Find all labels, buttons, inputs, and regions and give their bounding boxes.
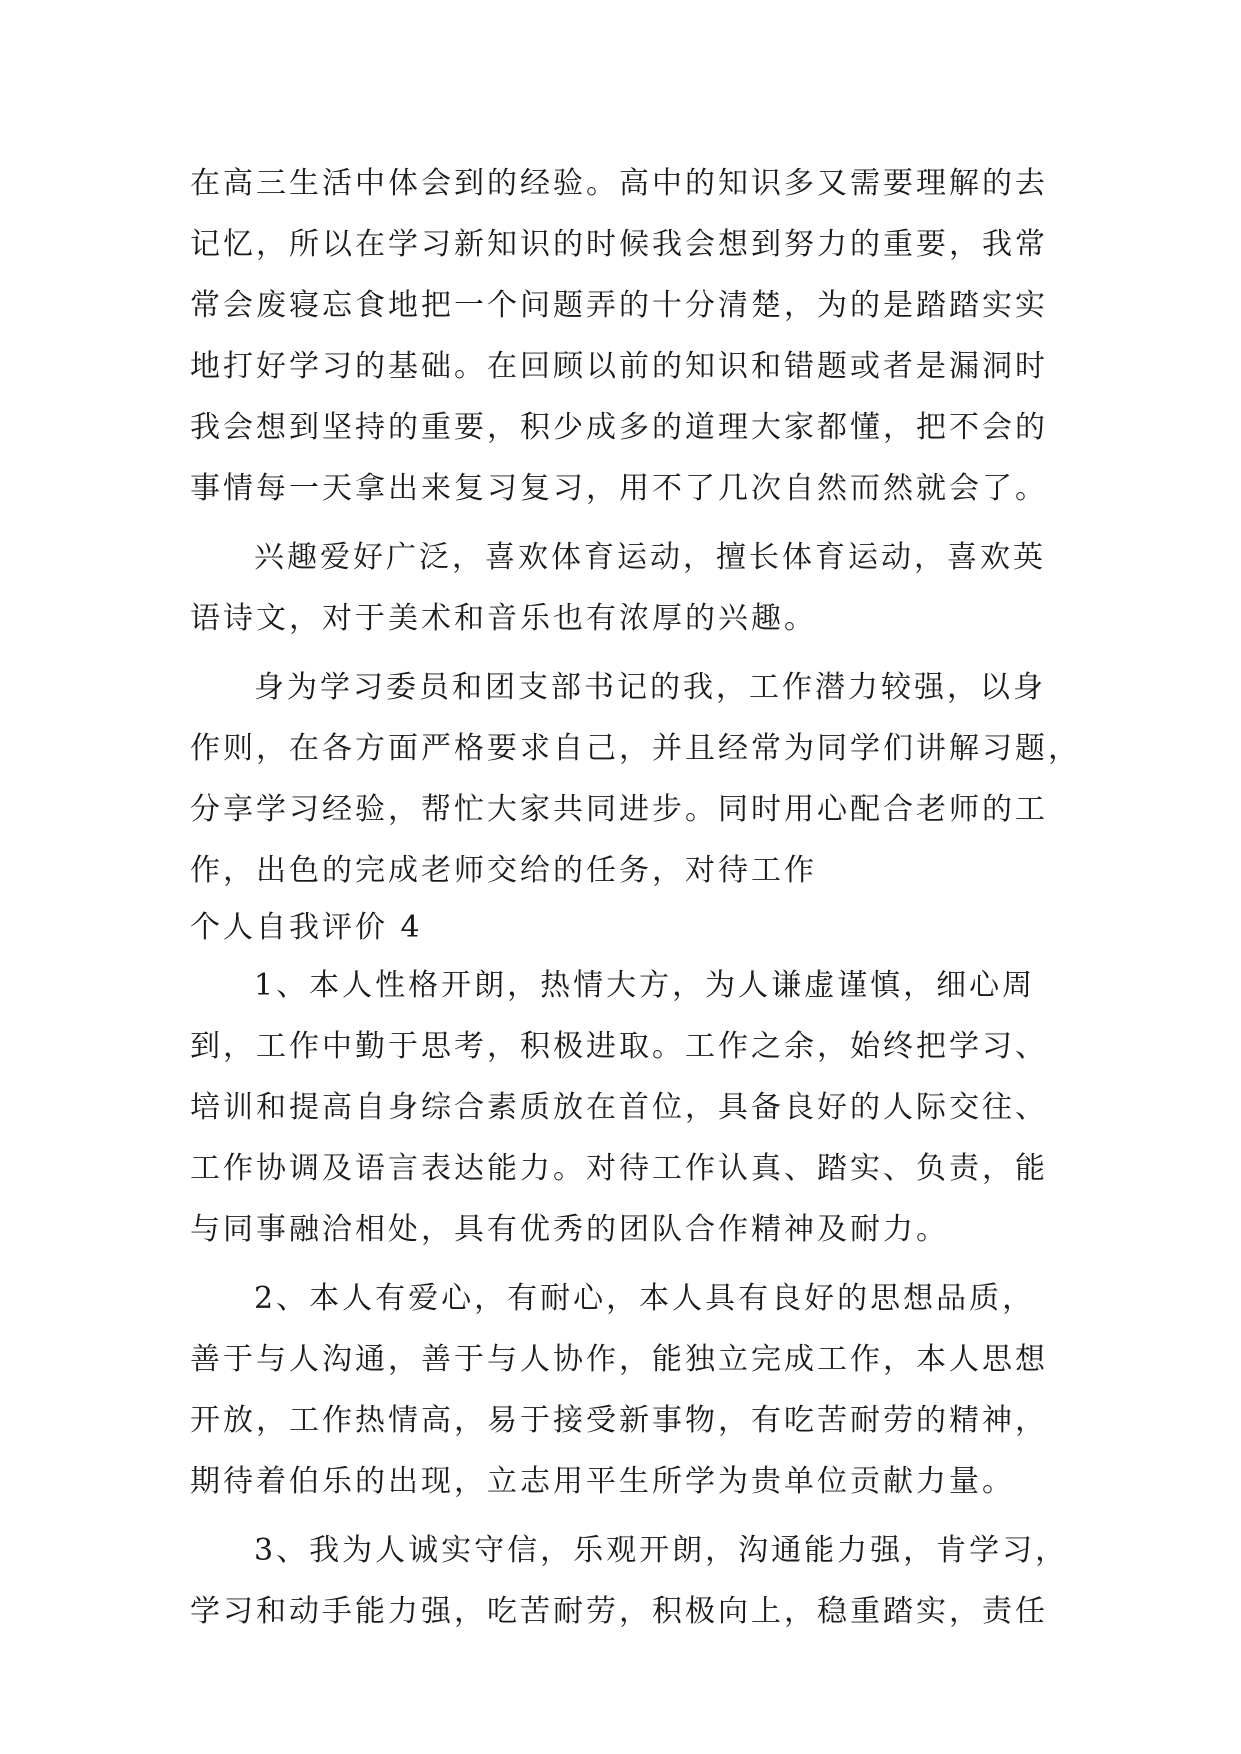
text-line: 作则，在各方面严格要求自己，并且经常为同学们讲解习题，: [190, 731, 1081, 766]
text-line: 在高三生活中体会到的经验。高中的知识多又需要理解的去: [190, 166, 1048, 201]
text-line: 常会废寝忘食地把一个问题弄的十分清楚，为的是踏踏实实: [190, 288, 1048, 323]
text-line: 事情每一天拿出来复习复习，用不了几次自然而然就会了。: [190, 471, 1048, 506]
text-line: 培训和提高自身综合素质放在首位，具备良好的人际交往、: [190, 1090, 1048, 1125]
paragraph-gap: [190, 1512, 1070, 1520]
text-line: 3、我为人诚实守信，乐观开朗，沟通能力强，肯学习，: [254, 1533, 1069, 1568]
item-2: [190, 1268, 1070, 1512]
text-line: 分享学习经验，帮忙大家共同进步。同时用心配合老师的工: [190, 792, 1048, 827]
text-line: 作，出色的完成老师交给的任务，对待工作: [190, 853, 817, 888]
text-line: 开放，工作热情高，易于接受新事物，有吃苦耐劳的精神，: [190, 1403, 1048, 1438]
text-line: 兴趣爱好广泛，喜欢体育运动，擅长体育运动，喜欢英: [254, 540, 1046, 575]
text-line: 地打好学习的基础。在回顾以前的知识和错题或者是漏洞时: [190, 349, 1048, 384]
text-line: 身为学习委员和团支部书记的我，工作潜力较强，以身: [254, 670, 1046, 705]
paragraph-2: [190, 527, 1070, 649]
paragraph-3: [190, 657, 1081, 901]
text-line: 学习和动手能力强，吃苦耐劳，积极向上，稳重踏实，责任: [190, 1594, 1048, 1629]
text-line: 语诗文，对于美术和音乐也有浓厚的兴趣。: [190, 601, 817, 636]
text-line: 到，工作中勤于思考，积极进取。工作之余，始终把学习、: [190, 1029, 1048, 1064]
text-line: 我会想到坚持的重要，积少成多的道理大家都懂，把不会的: [190, 410, 1048, 445]
paragraph-gap: [190, 519, 1070, 527]
item-3: [190, 1520, 1070, 1642]
paragraph-gap: [190, 649, 1070, 657]
text-line: 与同事融洽相处，具有优秀的团队合作精神及耐力。: [190, 1212, 949, 1247]
section-heading: 个人自我评价 4: [190, 910, 423, 945]
paragraph-1: [190, 153, 1070, 519]
text-line: 2、本人有爱心，有耐心，本人具有良好的思想品质，: [254, 1281, 1036, 1316]
text-line: 工作协调及语言表达能力。对待工作认真、踏实、负责，能: [190, 1151, 1048, 1186]
text-line: 善于与人沟通，善于与人协作，能独立完成工作，本人思想: [190, 1342, 1048, 1377]
text-line: 记忆，所以在学习新知识的时候我会想到努力的重要，我常: [190, 227, 1048, 262]
item-1: [190, 955, 1070, 1260]
text-line: 期待着伯乐的出现，立志用平生所学为贵单位贡献力量。: [190, 1464, 1015, 1499]
document-body: [190, 153, 1081, 1642]
text-line: 1、本人性格开朗，热情大方，为人谦虚谨慎，细心周: [254, 968, 1036, 1003]
paragraph-gap: [190, 1260, 1070, 1268]
